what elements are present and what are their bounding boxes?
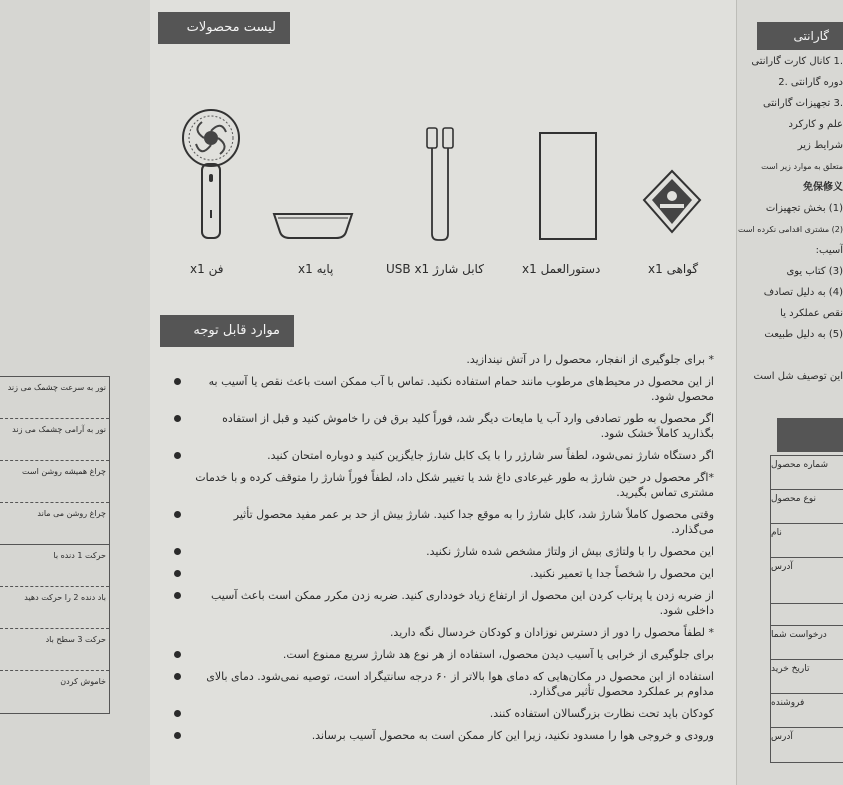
product-list-header: لیست محصولات bbox=[158, 12, 290, 44]
note-item bbox=[174, 625, 714, 640]
stand-icon bbox=[272, 210, 354, 240]
warranty-text bbox=[737, 56, 843, 392]
bullet-icon bbox=[174, 415, 181, 422]
bullet-icon bbox=[174, 452, 181, 459]
indicator-row: خاموش کردن bbox=[60, 677, 106, 686]
indicator-row: حرکت 1 دنده با bbox=[0, 545, 109, 587]
note-item bbox=[174, 374, 714, 404]
product-label-manual: دستورالعمل x1 bbox=[522, 262, 601, 276]
warranty-header: گارانتی bbox=[757, 22, 843, 50]
note-item bbox=[174, 647, 714, 662]
warranty-line: .3 تجهیزات گارانتی bbox=[762, 98, 843, 109]
warranty-line: .1 کانال کارت گارانتی bbox=[751, 56, 843, 67]
bullet-icon bbox=[174, 673, 181, 680]
warranty-line: آسیب: bbox=[815, 245, 843, 256]
warranty-field: تاریخ خرید bbox=[771, 660, 843, 694]
note-item bbox=[174, 566, 714, 581]
product-label-usb-cable: کابل شارژ USB x1 bbox=[386, 262, 484, 276]
bullet-icon bbox=[174, 710, 181, 717]
warranty-field: نام bbox=[771, 524, 843, 558]
warranty-line: (2) مشتری اقدامی نکرده است bbox=[737, 225, 843, 234]
note-text: * برای جلوگیری از انفجار، محصول را در آتش نیندازید. bbox=[466, 353, 714, 366]
fan-icon bbox=[176, 106, 246, 240]
warranty-field: آدرس bbox=[771, 732, 793, 742]
indicator-table bbox=[0, 376, 110, 714]
warranty-line: (4) به دلیل تصادف bbox=[763, 287, 843, 298]
indicator-row: نور به سرعت چشمک می زند bbox=[0, 377, 109, 419]
warranty-line bbox=[743, 350, 843, 371]
indicator-row: نور به آرامی چشمک می زند bbox=[0, 419, 109, 461]
warranty-line: دوره گارانتی .2 bbox=[778, 77, 843, 88]
bullet-icon bbox=[174, 570, 181, 577]
note-item bbox=[174, 411, 714, 441]
warranty-table-header bbox=[777, 418, 843, 452]
note-text: کودکان باید تحت نظارت بزرگسالان استفاده کنند. bbox=[489, 707, 714, 720]
left-page bbox=[0, 0, 151, 785]
usb-cable-icon bbox=[420, 124, 460, 242]
warranty-line: شرایط زیر bbox=[797, 140, 843, 151]
indicator-row: چراغ همیشه روشن است bbox=[0, 461, 109, 503]
product-label-stand: پایه x1 bbox=[298, 262, 334, 276]
note-item bbox=[174, 544, 714, 559]
note-text: ورودی و خروجی هوا را مسدود نکنید، زیرا این کار ممکن است به محصول آسیب برساند. bbox=[311, 729, 714, 742]
note-item bbox=[174, 352, 714, 367]
note-item bbox=[174, 728, 714, 743]
note-text: از ضربه زدن یا پرتاب کردن این محصول از ارتفاع زیاد خودداری کنید. ضربه زدن مکرر ممکن است باعث آسیب داخلی شود. bbox=[210, 589, 714, 617]
note-item bbox=[174, 448, 714, 463]
warranty-line: 免保修义 bbox=[803, 182, 843, 193]
warranty-field: نوع محصول bbox=[771, 490, 843, 524]
note-item bbox=[174, 588, 714, 618]
warranty-line: نقص عملکرد یا bbox=[780, 308, 843, 319]
note-text: برای جلوگیری از خرابی یا آسیب دیدن محصول، استفاده از هر نوع هد شارژ سریع ممنوع است. bbox=[282, 648, 714, 661]
warranty-line: (5) به دلیل طبیعت bbox=[764, 329, 843, 340]
note-item bbox=[174, 470, 714, 500]
warranty-field: درخواست شما bbox=[771, 626, 843, 660]
warranty-line: این توصیف شل است bbox=[753, 371, 843, 382]
warranty-field bbox=[771, 604, 843, 626]
note-text: وقتی محصول کاملاً شارژ شد، کابل شارژ را به موقع جدا کنید. شارژ بیش از حد بر عمر مفید محصول تأثیر می‌گذارد. bbox=[233, 508, 714, 536]
warranty-field: آدرس bbox=[771, 558, 843, 604]
note-item bbox=[174, 507, 714, 537]
certificate-icon bbox=[640, 168, 704, 238]
note-text: اگر محصول به طور تصادفی وارد آب یا مایعات دیگر شد، فوراً کلید برق فن را خاموش کنید و قبل از استفاده بگذارید کاملاً خشک شود. bbox=[222, 412, 714, 440]
note-item bbox=[174, 706, 714, 721]
note-text: * لطفاً محصول را دور از دسترس نوزادان و کودکان خردسال نگه دارید. bbox=[389, 626, 714, 639]
notes-header: موارد قابل توجه bbox=[160, 315, 294, 347]
product-label-fan: فن x1 bbox=[190, 262, 224, 276]
indicator-row: باد دنده 2 را حرکت دهید bbox=[0, 587, 109, 629]
note-text: از این محصول در محیط‌های مرطوب مانند حمام استفاده نکنید. تماس با آب ممکن است باعث نقص یا آسیب به محصول شود. bbox=[208, 375, 714, 403]
warranty-field: شماره محصول bbox=[771, 456, 843, 490]
warranty-line: (1) بخش تجهیزات bbox=[765, 203, 843, 214]
warranty-line: علم و کارکرد bbox=[788, 119, 843, 130]
indicator-row: چراغ روشن می ماند bbox=[0, 503, 109, 545]
notes-list bbox=[174, 352, 714, 750]
warranty-field: فروشنده bbox=[771, 694, 843, 728]
note-text: استفاده از این محصول در مکان‌هایی که دمای هوا بالاتر از ۶۰ درجه سانتیگراد است، توصیه نمی‌شود. دمای بالای مداوم بر عملکرد محصول تأثیر می‌گذارد. bbox=[206, 670, 714, 698]
bullet-icon bbox=[174, 548, 181, 555]
note-text: این محصول را با ولتاژی بیش از ولتاژ مشخص شده شارژ نکنید. bbox=[426, 545, 714, 558]
indicator-row: حرکت 3 سطح باد bbox=[0, 629, 109, 671]
product-label-certificate: گواهی x1 bbox=[648, 262, 699, 276]
warranty-line: متعلق به موارد زیر است bbox=[761, 162, 843, 171]
bullet-icon bbox=[174, 511, 181, 518]
bullet-icon bbox=[174, 378, 181, 385]
bullet-icon bbox=[174, 651, 181, 658]
bullet-icon bbox=[174, 592, 181, 599]
note-text: این محصول را شخصاً جدا یا تعمیر نکنید. bbox=[530, 567, 714, 580]
manual-icon bbox=[537, 130, 599, 242]
bullet-icon bbox=[174, 732, 181, 739]
note-item bbox=[174, 669, 714, 699]
warranty-line: (3) کتاب یوی bbox=[786, 266, 843, 277]
note-text: اگر دستگاه شارژ نمی‌شود، لطفاً سر شارژر را با یک کابل شارژ جایگزین کنید و دوباره امتحان کنید. bbox=[267, 449, 714, 462]
note-text: *اگر محصول در حین شارژ به طور غیرعادی داغ شد یا تغییر شکل داد، لطفاً فوراً شارژ را متوقف کرده و با خدمات مشتری تماس بگیرید. bbox=[195, 471, 714, 499]
warranty-card-table bbox=[770, 455, 843, 763]
